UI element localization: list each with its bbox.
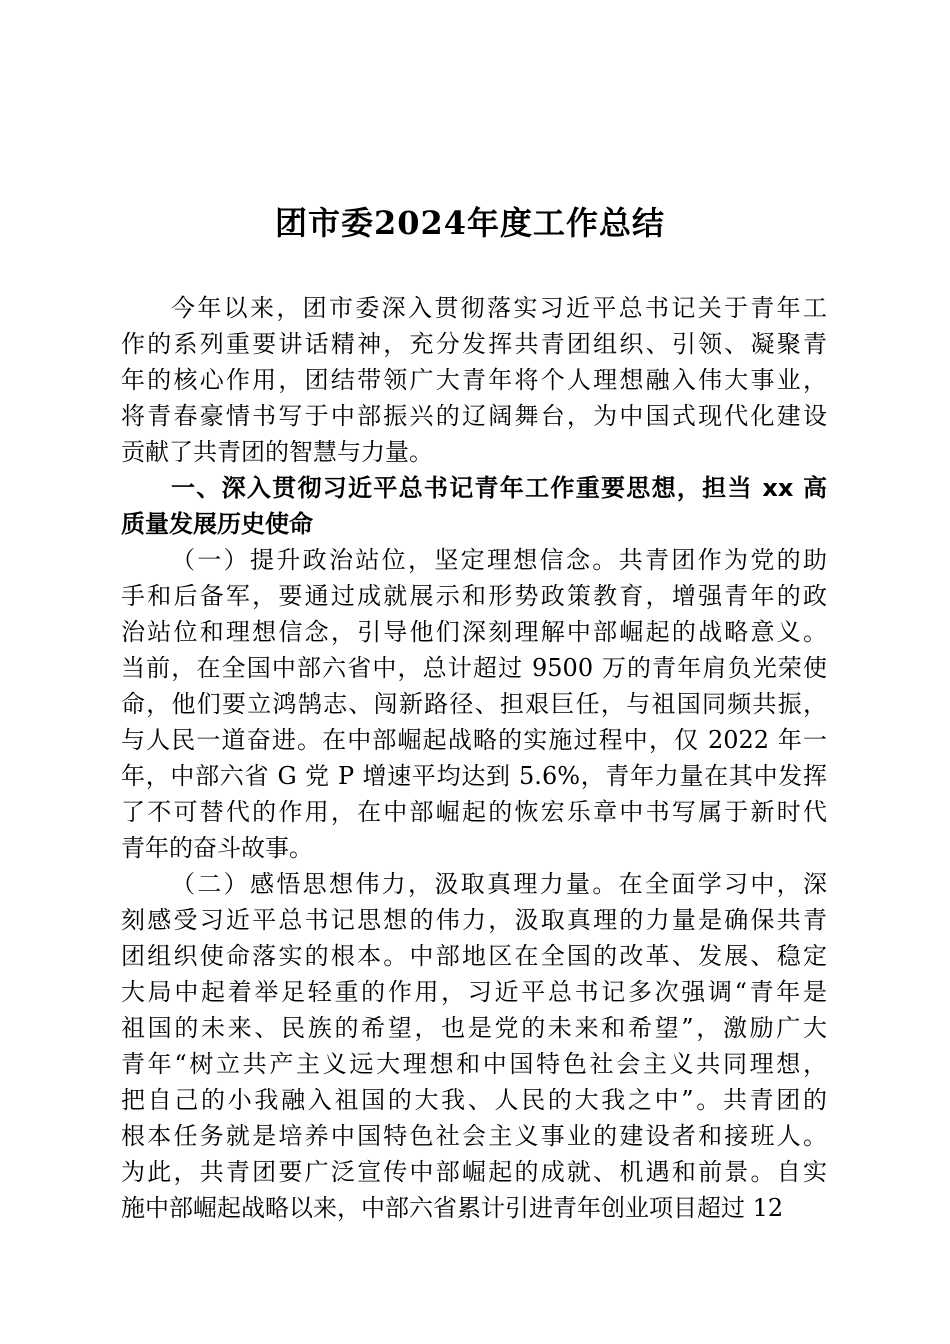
text-line: 大局中起着举足轻重的作用，习近平总书记多次强调“青年是 <box>121 978 827 1006</box>
text-line: 团组织使命落实的根本。中部地区在全国的改革、发展、稳定 <box>121 942 827 970</box>
text-line: 青年“树立共产主义远大理想和中国特色社会主义共同理想， <box>121 1050 827 1078</box>
document-title: 团市委2024年度工作总结 <box>274 204 666 242</box>
text-line: 施中部崛起战略以来，中部六省累计引进青年创业项目超过 12 <box>121 1194 784 1222</box>
text-line: 与人民一道奋进。在中部崛起战略的实施过程中，仅 2022 年一 <box>121 726 827 754</box>
text-line: 刻感受习近平总书记思想的伟力，汲取真理的力量是确保共青 <box>121 906 827 934</box>
paragraph <box>121 866 827 1226</box>
text-line: 了不可替代的作用，在中部崛起的恢宏乐章中书写属于新时代 <box>121 798 827 826</box>
text-line: 根本任务就是培养中国特色社会主义事业的建设者和接班人。 <box>121 1122 827 1150</box>
text-line: 一、深入贯彻习近平总书记青年工作重要思想，担当 xx 高 <box>171 474 827 502</box>
text-line: 贡献了共青团的智慧与力量。 <box>121 438 433 466</box>
paragraph <box>121 290 827 470</box>
text-line: 年的核心作用，团结带领广大青年将个人理想融入伟大事业， <box>121 366 827 394</box>
text-line: 手和后备军，要通过成就展示和形势政策教育，增强青年的政 <box>121 582 827 610</box>
text-line: 为此，共青团要广泛宣传中部崛起的成就、机遇和前景。自实 <box>121 1158 827 1186</box>
text-line: 今年以来，团市委深入贯彻落实习近平总书记关于青年工 <box>171 294 827 322</box>
section-heading <box>121 470 827 542</box>
paragraph <box>121 542 827 866</box>
document-body <box>121 290 827 1226</box>
text-line: 将青春豪情书写于中部振兴的辽阔舞台，为中国式现代化建设 <box>121 402 827 430</box>
text-line: 质量发展历史使命 <box>121 510 313 538</box>
text-line: （二）感悟思想伟力，汲取真理力量。在全面学习中，深 <box>171 870 827 898</box>
text-line: 命，他们要立鸿鹄志、闯新路径、担艰巨任，与祖国同频共振， <box>121 690 827 718</box>
text-line: 祖国的未来、民族的希望，也是党的未来和希望”，激励广大 <box>121 1014 827 1042</box>
text-line: 当前，在全国中部六省中，总计超过 9500 万的青年肩负光荣使 <box>121 654 827 682</box>
text-line: 青年的奋斗故事。 <box>121 834 313 862</box>
text-line: 把自己的小我融入祖国的大我、人民的大我之中”。共青团的 <box>121 1086 827 1114</box>
text-line: （一）提升政治站位，坚定理想信念。共青团作为党的助 <box>171 546 827 574</box>
text-line: 年，中部六省 G 党 P 增速平均达到 5.6%，青年力量在其中发挥 <box>121 762 827 790</box>
text-line: 作的系列重要讲话精神，充分发挥共青团组织、引领、凝聚青 <box>121 330 827 358</box>
text-line: 治站位和理想信念，引导他们深刻理解中部崛起的战略意义。 <box>121 618 827 646</box>
